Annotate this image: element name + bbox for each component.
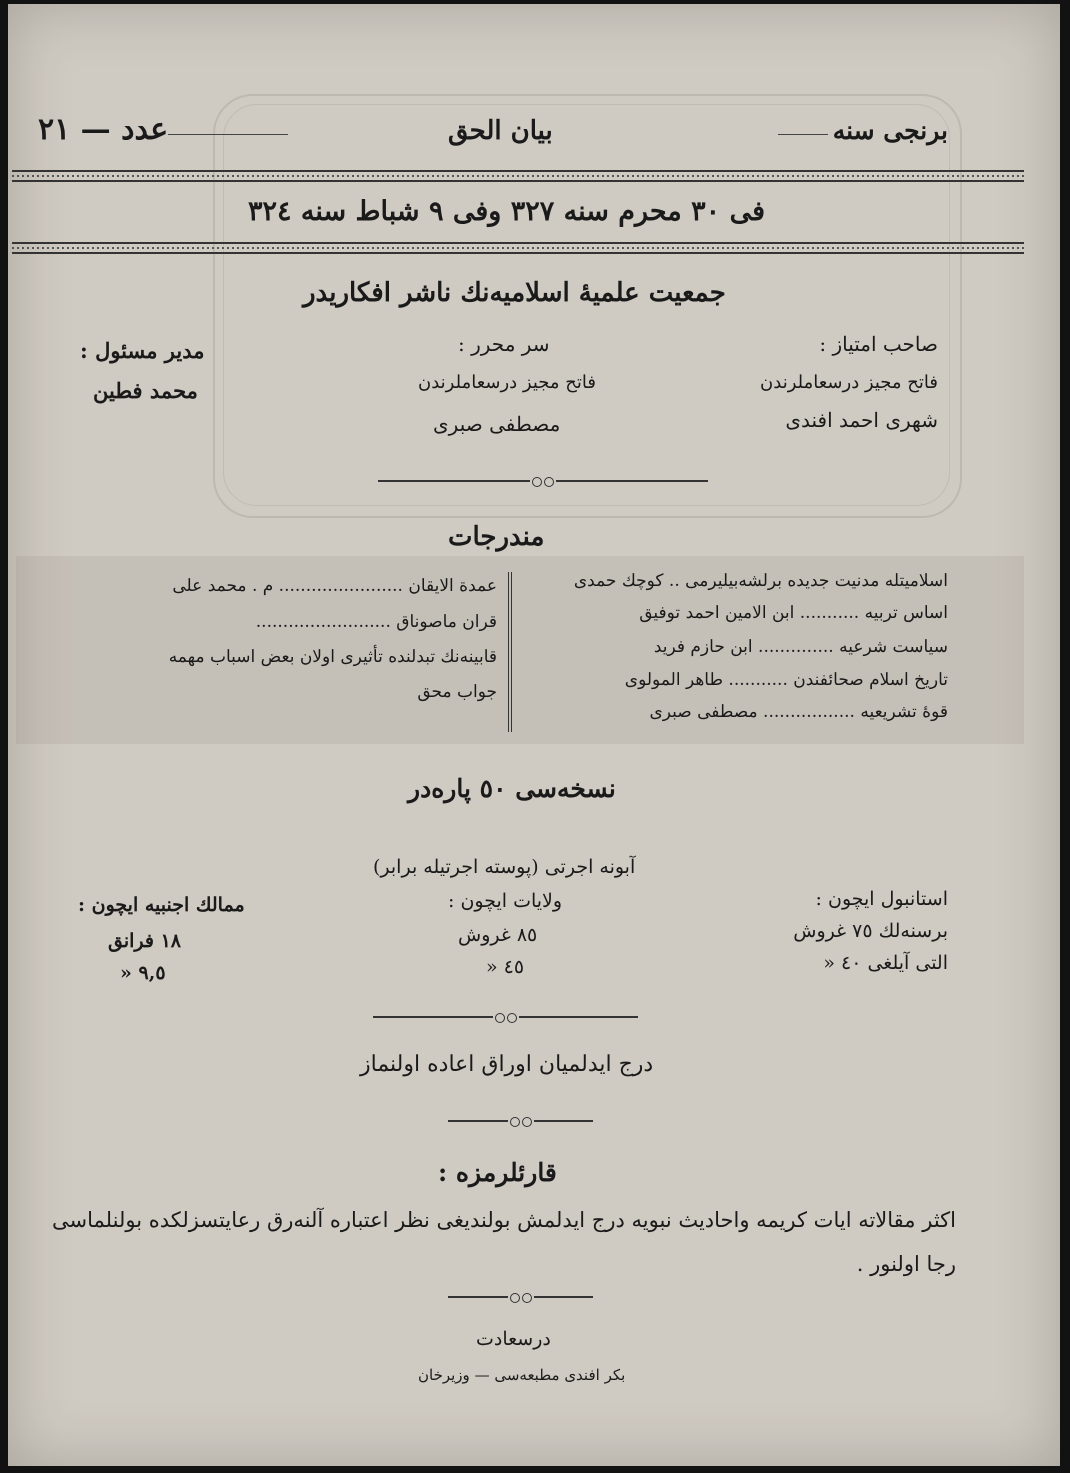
header-rule-top [12,170,1024,182]
toc-item-right-1: اسلاميتله مدنيت جديده برلشه‌بيليرمى .. كوچك حمدى [573,571,948,591]
divider-ornament-4 [448,1290,593,1304]
masthead-right-rule [778,134,828,135]
toc-item-left-2: قران ماصوناق ......................... [255,612,497,632]
istanbul-year-price: برسنه‌لك ٧٥ غروش [793,920,948,942]
manager-name: محمد فطين [93,378,198,403]
volume-label: برنجى سنه [832,116,948,145]
footer-printer: بكر افندى مطبعه‌سى — وزيرخان [418,1366,626,1384]
provinces-half-price: ٤٥ « [486,956,525,978]
istanbul-half-price: التى آيلغى ٤٠ « [823,952,948,974]
issue-date: فى ٣٠ محرم سنه ٣٢٧ وفى ٩ شباط سنه ٣٢٤ [248,196,765,227]
foreign-title: ممالك اجنبيه ايچون : [78,894,245,916]
toc-item-right-4: تاريخ اسلام صحائفندن ........... طاهر المولوى [624,670,948,690]
owner-line1: فاتح مجيز درسعاملرندن [760,372,938,393]
readers-text-line1: اكثر مقالاته ايات كريمه واحاديث نبويه درج ايدلمش بولنديغى نظر اعتباره آلنه‌رق رعايتسزلكده بولنلماسى [52,1208,956,1232]
editor-line1: فاتح مجيز درسعاملرندن [418,372,596,393]
toc-item-right-5: قوهٔ تشريعيه ................. مصطفى صبرى [649,702,948,722]
owner-title: صاحب امتياز : [819,332,938,356]
header-rule-bottom [12,242,1024,254]
toc-item-right-3: سياست شرعيه .............. ابن حازم فريد [653,637,948,657]
toc-item-left-1: عمدة الايقان ....................... م . محمد على [172,576,497,596]
foreign-year-price: ١٨ فرانق [108,930,182,952]
footer-city: درسعادت [476,1328,551,1350]
contents-column-divider [508,572,512,732]
toc-item-right-2: اساس تربيه ........... ابن الامين احمد توفيق [639,603,948,623]
subscription-title: آبونه اجرتى (پوسته اجرتيله برابر) [373,856,636,878]
readers-text-line2: رجا اولنور . [856,1252,956,1276]
editor-name: مصطفى صبرى [433,412,561,436]
copy-price: نسخه‌سى ٥٠ پاره‌در [408,774,616,803]
provinces-title: ولايات ايچون : [448,890,563,912]
contents-heading: مندرجات [448,522,545,552]
istanbul-title: استانبول ايچون : [815,888,948,910]
newspaper-page [8,4,1060,1466]
provinces-year-price: ٨٥ غروش [458,924,538,946]
divider-ornament-3 [448,1114,593,1128]
foreign-half-price: ٩,٥ « [120,962,166,984]
masthead-title: بيان الحق [448,116,553,146]
manager-title: مدير مسئول : [80,338,205,363]
issue-number: عدد — ٢١ [38,112,169,147]
owner-name: شهرى احمد افندى [785,408,938,432]
readers-heading: قارئلرمزه : [438,1158,557,1187]
divider-ornament-1 [378,474,708,488]
divider-ornament-2 [373,1010,638,1024]
tagline: جمعيت علميهٔ اسلاميه‌نك ناشر افكاريدر [303,278,726,308]
editor-title: سر محرر : [458,332,550,356]
masthead-left-rule [168,134,288,135]
toc-item-left-4: جواب محق [417,682,497,702]
toc-item-left-3: قابينه‌نك تبدلنده تأثيرى اولان بعض اسباب مهمه [168,647,497,667]
no-return-notice: درج ايدلميان اوراق اعاده اولنماز [360,1052,654,1077]
